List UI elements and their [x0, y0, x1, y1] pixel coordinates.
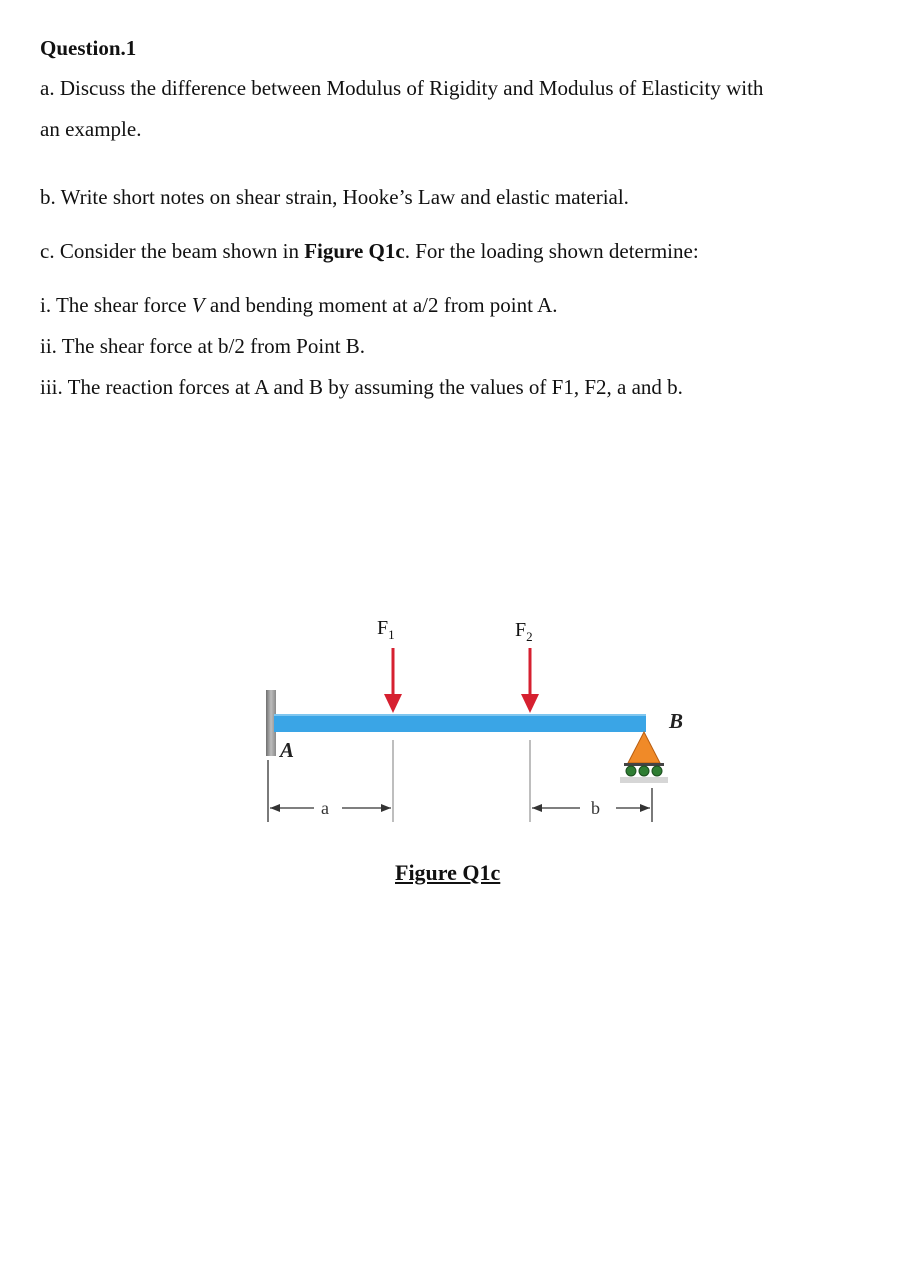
beam-figure: [250, 600, 700, 840]
part-c-ii-line: ii. The shear force at b/2 from Point B.: [40, 334, 366, 358]
part-c-line: [40, 239, 699, 264]
f1-label: $F_1$: [377, 617, 395, 642]
part-c-prefix: c. Consider the beam shown in: [40, 239, 305, 263]
beam-diagram: [250, 600, 700, 840]
f2-arrow-head: [521, 694, 539, 713]
question-title: Question.1: [40, 36, 137, 60]
figure-caption: Figure Q1c: [395, 860, 501, 885]
roller-3: [652, 766, 662, 776]
dim-b-label: b: [591, 798, 600, 818]
part-b-line: b. Write short notes on shear strain, Hooke’s Law and elastic material.: [40, 185, 629, 209]
dim-a-label: a: [321, 798, 329, 818]
part-c-i-prefix: i. The shear force: [40, 293, 192, 317]
roller-1: [626, 766, 636, 776]
part-a-line-1: a. Discuss the difference between Modulus of Rigidity and Modulus of Elasticity with: [40, 76, 764, 100]
f1-arrow-head: [384, 694, 402, 713]
roller-support-triangle: [628, 732, 660, 763]
f2-label: $F_2$: [515, 619, 533, 644]
point-b-label: B: [669, 709, 684, 733]
part-c-i-variable: V: [191, 293, 205, 317]
dim-a-arrow-left: [270, 804, 280, 812]
dim-a-arrow-right: [381, 804, 391, 812]
beam: [274, 715, 646, 732]
part-c-figure-ref: Figure Q1c: [304, 239, 405, 263]
dim-b-arrow-right: [640, 804, 650, 812]
part-c-suffix: . For the loading shown determine:: [404, 239, 699, 263]
point-a-label: A: [280, 738, 295, 762]
part-c-i-suffix: and bending moment at a/2 from point A.: [204, 293, 558, 317]
part-a-line-2: an example.: [40, 117, 142, 141]
part-c-i-line: [40, 293, 557, 318]
part-c-iii-line: iii. The reaction forces at A and B by assuming the values of F1, F2, a and b.: [40, 375, 683, 399]
ground-surface: [620, 777, 668, 783]
dim-b-arrow-left: [532, 804, 542, 812]
roller-2: [639, 766, 649, 776]
